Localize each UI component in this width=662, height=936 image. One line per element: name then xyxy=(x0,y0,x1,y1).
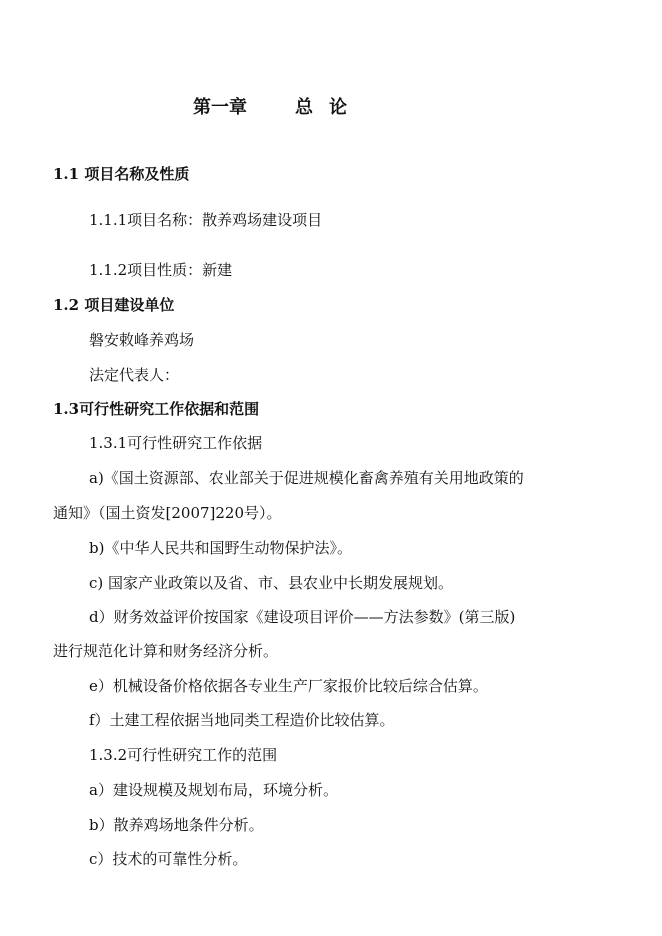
basis-item-d-line1: d）财务效益评价按国家《建设项目评价——方法参数》(第三版) xyxy=(89,608,516,626)
section-heading-1-2: 1.2 项目建设单位 xyxy=(53,296,175,314)
chapter-number: 第一章 xyxy=(193,97,247,118)
section-heading-1-3: 1.3可行性研究工作依据和范围 xyxy=(53,400,260,418)
scope-item-a: a）建设规模及规划布局，环境分析。 xyxy=(89,781,338,799)
scope-item-b: b）散养鸡场地条件分析。 xyxy=(89,816,264,834)
basis-item-e: e）机械设备价格依据各专业生产厂家报价比较后综合估算。 xyxy=(89,677,488,695)
basis-item-f: f）土建工程依据当地同类工程造价比较估算。 xyxy=(89,711,395,729)
basis-item-a-line1: a)《国土资源部、农业部关于促进规模化畜禽养殖有关用地政策的 xyxy=(89,469,524,487)
subsection-1-3-2: 1.3.2可行性研究工作的范围 xyxy=(89,746,278,764)
subsection-1-1-1: 1.1.1项目名称：散养鸡场建设项目 xyxy=(89,211,323,229)
section-heading-1-1: 1.1 项目名称及性质 xyxy=(53,165,190,183)
basis-item-a-line2: 通知》（国土资发[2007]220号）。 xyxy=(53,504,282,522)
unit-name: 磐安敕峰养鸡场 xyxy=(89,331,195,349)
subsection-1-1-2: 1.1.2项目性质：新建 xyxy=(89,261,233,279)
subsection-1-3-1: 1.3.1可行性研究工作依据 xyxy=(89,434,263,452)
chapter-title-part1: 总 xyxy=(295,97,313,118)
basis-item-c: c) 国家产业政策以及省、市、县农业中长期发展规划。 xyxy=(89,574,454,592)
chapter-title-part2: 论 xyxy=(329,97,347,118)
basis-item-d-line2: 进行规范化计算和财务经济分析。 xyxy=(53,642,279,660)
basis-item-b: b)《中华人民共和国野生动物保护法》。 xyxy=(89,539,352,557)
legal-representative: 法定代表人： xyxy=(89,366,180,384)
scope-item-c: c）技术的可靠性分析。 xyxy=(89,850,248,868)
chapter-heading xyxy=(193,96,347,120)
